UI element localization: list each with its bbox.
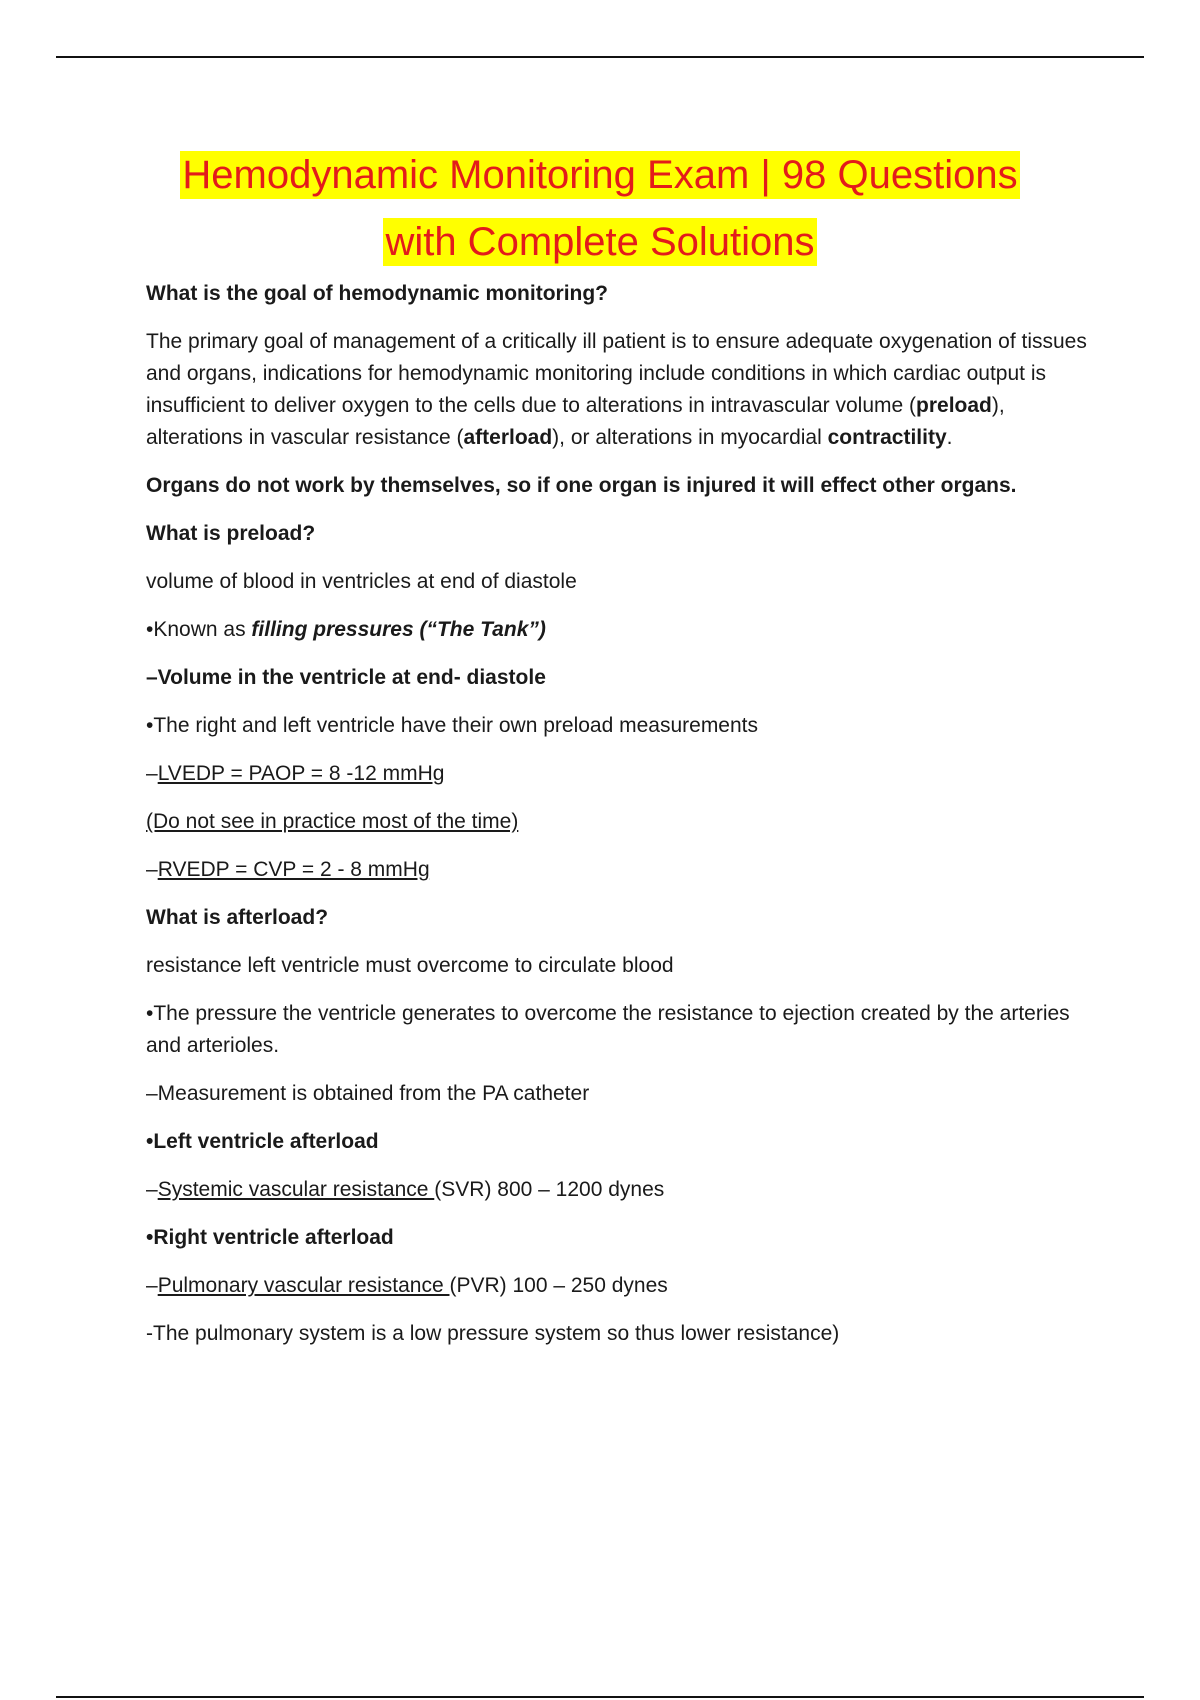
right-afterload-heading: •Right ventricle afterload [146, 1226, 394, 1249]
pvr-line: –Pulmonary vascular resistance (PVR) 100 – 250 dynes [146, 1274, 668, 1297]
lvedp-line: –LVEDP = PAOP = 8 -12 mmHg [146, 762, 445, 785]
document-body [146, 278, 1096, 1366]
bottom-rule [56, 1696, 1144, 1698]
title-line-1: Hemodynamic Monitoring Exam | 98 Questions [182, 153, 1018, 197]
left-afterload-heading: •Left ventricle afterload [146, 1130, 379, 1153]
question-preload: What is preload? [146, 522, 316, 545]
answer-goal: The primary goal of management of a critically ill patient is to ensure adequate oxygenation of tissues and organs, indications for hemodynamic monitoring include conditions in which cardiac output is insufficient to deliver oxygen to the cells due to alterations in intravascular volume (preload), alterations in vascular resistance (afterload), or alterations in myocardial contractility. [146, 330, 1087, 449]
not-seen-line: (Do not see in practice most of the time) [146, 810, 519, 833]
measurement-line: –Measurement is obtained from the PA catheter [146, 1082, 590, 1105]
organs-note: Organs do not work by themselves, so if one organ is injured it will effect other organs. [146, 474, 1017, 497]
pressure-line: •The pressure the ventricle generates to overcome the resistance to ejection created by the arteries and arterioles. [146, 1002, 1070, 1057]
right-left-line: •The right and left ventricle have their own preload measurements [146, 714, 759, 737]
question-afterload: What is afterload? [146, 906, 329, 929]
question-goal: What is the goal of hemodynamic monitoring? [146, 282, 609, 305]
title-line-2: with Complete Solutions [385, 220, 815, 264]
svr-line: –Systemic vascular resistance (SVR) 800 – 1200 dynes [146, 1178, 665, 1201]
answer-preload: volume of blood in ventricles at end of diastole [146, 570, 577, 593]
answer-afterload: resistance left ventricle must overcome to circulate blood [146, 954, 674, 977]
document-title [0, 146, 1200, 280]
rvedp-line: –RVEDP = CVP = 2 - 8 mmHg [146, 858, 430, 881]
volume-line: –Volume in the ventricle at end- diastole [146, 666, 546, 689]
pulmonary-note: -The pulmonary system is a low pressure system so thus lower resistance) [146, 1322, 840, 1345]
known-as-line: •Known as filling pressures (“The Tank”) [146, 618, 546, 641]
top-rule [56, 56, 1144, 58]
